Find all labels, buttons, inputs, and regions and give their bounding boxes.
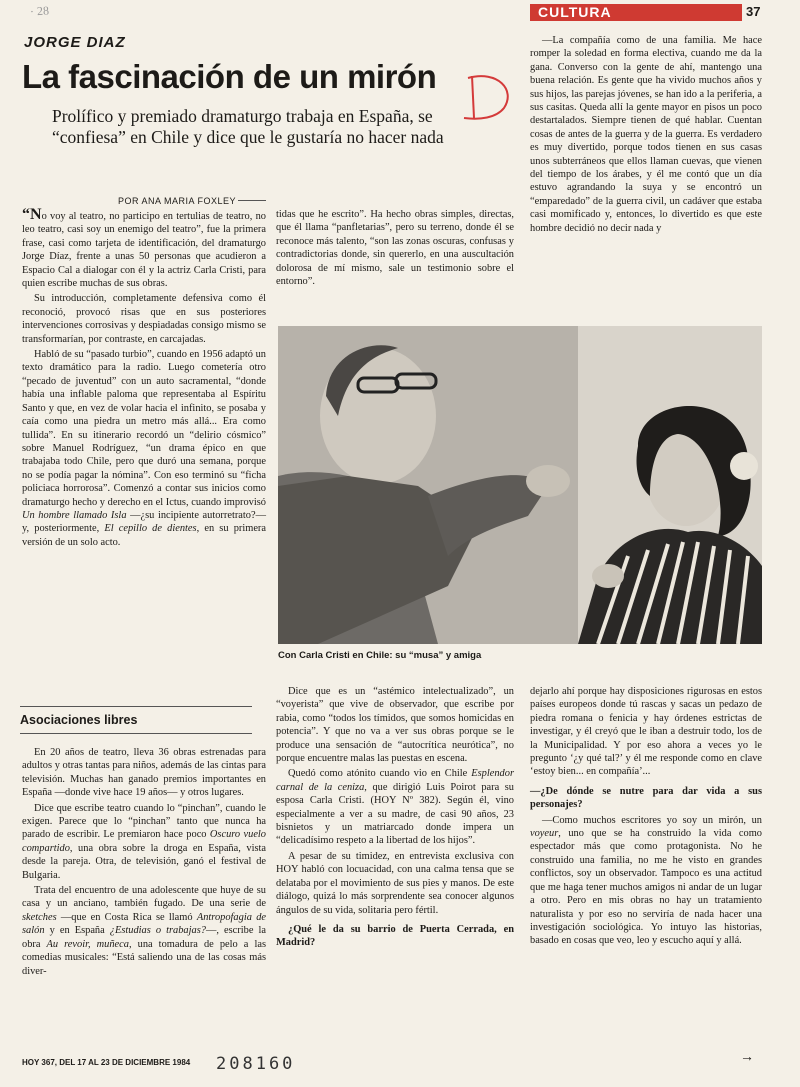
- section-rule: [20, 733, 252, 734]
- paragraph: [22, 884, 266, 978]
- paragraph-text: , que dirigió Luis Poirot para su esposa Carla Cristi. (HOY Nº 382). Según él, vino especialmente a ver a su madre, de casi 90 años, 23 bisnietos y un matriarcado donde impera un “delicadísimo respeto a la libertad de los hijos”.: [276, 781, 515, 847]
- article-photo: [278, 326, 762, 644]
- column-1-lower-body: [22, 746, 266, 980]
- drop-cap: “N: [22, 206, 42, 223]
- paragraph: En 20 años de teatro, lleva 36 obras estrenadas para adultos y otras tantas para niños, además de las cintas para televisión. Muchas han ganado premios importantes en España —donde vive hace 19 años— y otros lugares.: [22, 747, 266, 799]
- photo-caption: Con Carla Cristi en Chile: su “musa” y amiga: [278, 650, 482, 661]
- paragraph: [22, 208, 266, 290]
- column-3-bottom-body: [530, 685, 762, 950]
- paragraph: [530, 814, 762, 948]
- paragraph-text: y en España: [44, 925, 110, 937]
- column-2-bottom-body: [276, 685, 514, 952]
- article-byline: POR ANA MARIA FOXLEY: [118, 196, 237, 206]
- work-title: El cepillo de dientes: [104, 523, 197, 535]
- section-subheading: Asociaciones libres: [20, 713, 138, 727]
- column-2-top-body: [276, 208, 514, 290]
- column-1-body: [22, 208, 266, 551]
- paragraph-text: , en su primera versión de un solo acto.: [22, 523, 266, 548]
- paragraph-text: —, escribe la obra: [22, 925, 266, 950]
- paragraph-text: , uno que se ha construido la vida como espectador más que como protagonista. No he construido una familia, no me he visto en grandes conflictos, soy un observador. Tampoco es una actitud que me haga tener muchos amigos ni andar de un lugar a otro. Pero en mis obras no hay un tratamiento naturalista y por eso no serviría de nada hacer una investigación sociológica. Yo intuyo las historias, basado en cosas que veo, leo y escucho aquí y allá.: [530, 828, 762, 947]
- foreign-word: voyeur: [530, 828, 559, 840]
- continue-arrow-icon: →: [740, 1050, 754, 1065]
- work-title: Un hombre llamado Isla: [22, 509, 127, 521]
- paragraph-text: —¿su incipiente autorretrato?— y, posteriormente,: [22, 509, 266, 535]
- paragraph-text: Quedó como atónito cuando vio en Chile: [288, 768, 472, 780]
- work-title: Esplendor carnal de la ceniza: [276, 768, 514, 793]
- paragraph: dejarlo ahí porque hay disposiciones rigurosas en estos países europeos donde tú rascas y sacas un pedazo de piedra romana o fenicia y hay órdenes estrictas de investigar, y él creyó que le iban a destruir todo, los de la Municipalidad. Y por eso ahora a veces yo le pregunto ‘¿y qué tal?’ y él me responde como en clave ‘estoy bien... en compañía’...: [530, 686, 762, 778]
- work-title: sketches: [22, 911, 57, 923]
- paragraph-text: —que en Costa Rica se llamó: [56, 911, 197, 923]
- paragraph-text: Dice que escribe teatro cuando lo “pinchan”, cuando le exigen. Parece que lo “pinchan” tanto que nunca ha parado de escribir. Le premiaron hace poco: [22, 802, 266, 841]
- paragraph: tidas que he escrito”. Ha hecho obras simples, directas, que él llama “panfletarias”, pero su terreno, donde él se reconoce más talento, “son las zonas oscuras, confusas y contradictorias donde, sin quererlo, en una auscultación dolorosa de mí mismo, sale un testimonio sobre el entorno”.: [276, 209, 514, 288]
- paragraph-text: —Como muchos escritores yo soy un mirón, un: [542, 814, 762, 826]
- article-author-name: JORGE DIAZ: [24, 34, 126, 51]
- work-title: Antropofagia de salón: [22, 911, 267, 937]
- photo-illustration: [278, 326, 762, 644]
- paragraph: [22, 348, 266, 549]
- handwritten-archive-number: 208160: [216, 1054, 296, 1074]
- byline-rule: [238, 200, 266, 201]
- paragraph: [276, 767, 514, 847]
- paragraph-text: , una tomadura de pelo a las comedias musicales: “Está saliendo una de las cosas más diver-: [22, 938, 267, 977]
- handwritten-scribble: · 28: [29, 3, 50, 19]
- paragraph: Dice que es un “astémico intelectualizado”, un “voyerista” que vive de observador, que escribe por rabia, como “todos los tímidos, que somos homicidas en potencia”. Y que no va a ver sus obras porque se le produce una sensación de “autocrítica neurótica”, no porque encuentre malas las puestas en escena.: [276, 686, 514, 765]
- work-title: Au revoir, muñeca: [46, 938, 129, 950]
- paragraph: [22, 802, 266, 882]
- paragraph-text: , una obra sobre la droga en España, vista desde la pareja. Otra, de televisión, ganó el festival de Bulgaria.: [22, 842, 266, 881]
- paragraph: A pesar de su timidez, en entrevista exclusiva con HOY habló con locuacidad, con una calma tensa que se delataba por el movimiento de sus pies y manos. De este diálogo, quizá lo más sorprendente sea conocer algunos ángulos de su vida, solitaria pero fértil.: [276, 850, 514, 916]
- article-deck: Prolífico y premiado dramaturgo trabaja en España, se “confiesa” en Chile y dice que le gustaría no hacer nada: [52, 106, 444, 147]
- work-title: ¿Estudias o trabajas?: [109, 925, 206, 937]
- issue-footer: HOY 367, DEL 17 AL 23 DE DICIEMBRE 1984: [22, 1058, 191, 1067]
- column-3-top-body: [530, 34, 762, 237]
- work-title: Oscuro vuelo compartido: [22, 829, 267, 854]
- page-number: 37: [746, 4, 761, 19]
- interview-question: ¿Qué le da su barrio de Puerta Cerrada, en Madrid?: [276, 923, 514, 949]
- section-banner: CULTURA: [530, 4, 742, 21]
- paragraph-text: Trata del encuentro de una adolescente que huye de su casa y un anciano, también fugado. De una serie de: [22, 885, 266, 910]
- red-d-mark-icon: [458, 68, 520, 128]
- paragraph-text: o voy al teatro, no participo en tertulias de teatro, no leo teatro, casi soy un enemigo del teatro”, fue la primera frase, casi como tarjeta de identificación, del dramaturgo Jorge Díaz, frente a unas 50 personas que acudieron a Espacio Cal a dialogar con él y la actriz Carla Cristi, para quien escribe muchas de sus obras.: [22, 211, 266, 290]
- article-headline: La fascinación de un mirón: [22, 58, 437, 95]
- paragraph: Su introducción, completamente defensiva como él reconoció, provocó risas que en sus posteriores intervenciones corrosivas y despiadadas consigo mismo se transformarían, por contraste, en carcajadas.: [22, 293, 266, 345]
- paragraph: —La compañía como de una familia. Me hace romper la soledad en forma electiva, cuando me da la gana. Converso con la gente de ahí, mantengo una buena relación. Es gente que ha vivido muchos años y sus hijos, las parejas jóvenes, se han ido a la periferia, a sus casitas. Queda allí la gente mayor en pisos un poco destartalados. Siempre tienen de qué hablar. Cuentan cosas de antes de la guerra y de la guerra. Es verdadero es muy divertido, porque todos tienen en sus casas unos subterráneos que ellos llaman cuevas, que vienen del tiempo de los árabes, y él me contó que un día estuvo agrandando la suya y se encontró un “emparedado” de la guerra civil, un cadáver que estaba casi momificado y, entonces, lo divertido es que este hombre decidió no decir nada y: [530, 35, 762, 234]
- interview-question: —¿De dónde se nutre para dar vida a sus personajes?: [530, 785, 762, 811]
- paragraph-text: Habló de su “pasado turbio”, cuando en 1956 adaptó un texto dramático para la radio. Luego cometería otro “pecado de juventud” con un auto sacramental, “donde había una inflable paloma que representaba al Espíritu Santo y que, en vez de volar hacia el infinito, se posaba y caía como una piedra un metro más allá... Era como tullida”. En su itinerario recordó un “delirio cósmico” sobre Manuel Rodríguez, “un drama épico en que trabajaba todo Chile, pero que duró una semana, porque no se podía pagar la nómina”. Con eso terminó su “ficha policiaca horrorosa”. Comenzó a contar sus inicios como dramaturgo hecho y derecho en el Ictus, cuando improvisó: [22, 349, 266, 508]
- section-rule: [20, 706, 252, 707]
